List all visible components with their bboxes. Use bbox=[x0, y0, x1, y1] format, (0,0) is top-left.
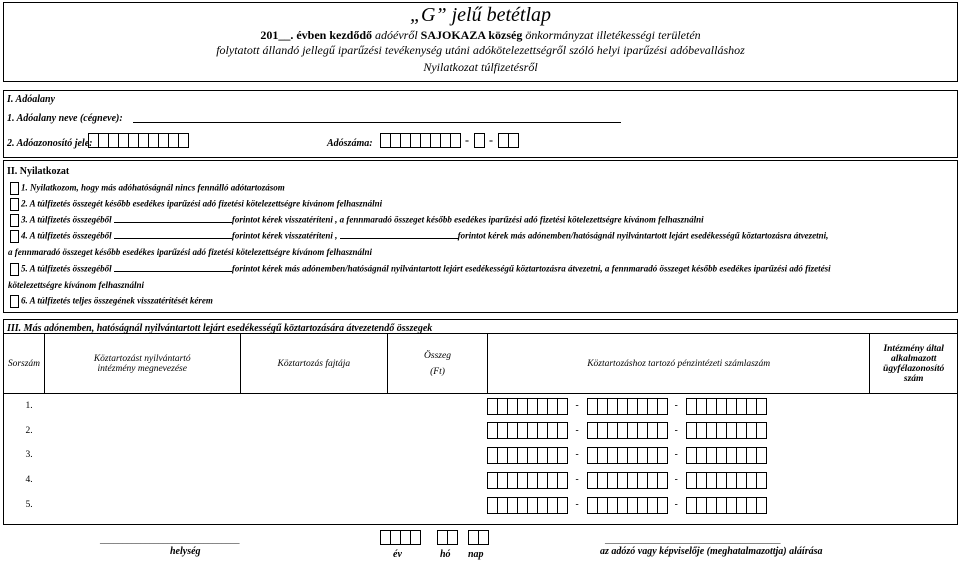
col-client-id: Intézmény által alkalmazott ügyfélazonosító szám bbox=[870, 334, 958, 394]
table-row bbox=[4, 418, 958, 443]
declaration-item-4-cont bbox=[8, 247, 372, 257]
item-5-text-c: kötelezettségre kívánom felhasználni bbox=[8, 280, 144, 290]
checkbox[interactable] bbox=[10, 263, 19, 276]
row-number: 5. bbox=[25, 500, 33, 511]
month-boxes[interactable] bbox=[437, 530, 457, 545]
year-label: év bbox=[393, 549, 402, 560]
month-label: hó bbox=[440, 549, 451, 560]
item-1-text: 1. Nyilatkozom, hogy más adóhatóságnál nincs fennálló adótartozásom bbox=[21, 182, 285, 193]
client-id-cell[interactable] bbox=[870, 418, 958, 443]
table-row bbox=[4, 468, 958, 493]
item-4-text-c: forintot kérek más adónemben/hatóságnál nyilvántartott lejárt esedékességű köztartozásra átvezetni, bbox=[457, 230, 829, 241]
header-place: SAJOKAZA község bbox=[420, 28, 523, 42]
item-6-text: 6. A túlfizetés teljes összegének visszatérítését kérem bbox=[21, 295, 213, 306]
table-row bbox=[4, 493, 958, 518]
item-3-text-a: 3. A túlfizetés összegéből bbox=[21, 214, 112, 225]
row-number: 2. bbox=[25, 425, 33, 436]
checkbox[interactable] bbox=[10, 182, 19, 195]
amount-field[interactable] bbox=[340, 238, 458, 239]
amount-field[interactable] bbox=[114, 238, 232, 239]
table-row bbox=[4, 443, 958, 468]
col-amount: Összeg (Ft) bbox=[388, 334, 488, 394]
item-4-text-b: forintot kérek visszatéríteni , bbox=[231, 230, 338, 241]
amount-field[interactable] bbox=[114, 271, 232, 272]
amount-field[interactable] bbox=[114, 222, 232, 223]
place-label: helység bbox=[170, 546, 201, 557]
section-3-heading: III. Más adónemben, hatóságnál nyilvántartott lejárt esedékességű köztartozására átvezetendő összegek bbox=[7, 323, 433, 334]
declaration-item-1[interactable] bbox=[10, 182, 285, 195]
debt-table bbox=[3, 333, 958, 517]
bank-account-boxes[interactable]: - - bbox=[487, 468, 869, 493]
place-line[interactable]: _______________________________ bbox=[100, 535, 240, 545]
section-2-heading: II. Nyilatkozat bbox=[7, 166, 70, 177]
bank-account-boxes[interactable]: - - bbox=[487, 394, 869, 419]
item-2-text: 2. A túlfizetés összegét később esedékes iparűzési adó fizetési kötelezettségre kívánom felhasználni bbox=[21, 198, 383, 209]
item-5-text-a: 5. A túlfizetés összegéből bbox=[21, 263, 112, 274]
bank-account-boxes[interactable]: - - bbox=[487, 418, 869, 443]
bank-account-boxes[interactable]: - - bbox=[487, 443, 869, 468]
tax-number-label: Adószáma: bbox=[327, 138, 373, 149]
day-boxes[interactable] bbox=[468, 530, 488, 545]
col-debt-type: Köztartozás fajtája bbox=[240, 334, 387, 394]
item-4-text-a: 4. A túlfizetés összegéből bbox=[21, 230, 112, 241]
declaration-item-6[interactable] bbox=[10, 295, 213, 308]
header-line1-b: önkormányzat illetékességi területén bbox=[525, 28, 701, 42]
header-year: 201__. évben kezdődő bbox=[260, 28, 373, 42]
declaration-item-3[interactable] bbox=[10, 214, 704, 227]
item-4-text-d: a fennmaradó összeget később esedékes iparűzési adó fizetési kötelezettségre kívánom felhasználni bbox=[8, 247, 372, 257]
col-sorszam: Sorszám bbox=[4, 334, 45, 394]
table-header-row bbox=[4, 334, 958, 394]
item-5-text-b: forintot kérek más adónemben/hatóságnál nyilvántartott lejárt esedékességű köztartozásra átvezetni, a fennmaradó összeget később esedékes iparűzési adó fizetési bbox=[231, 263, 831, 274]
name-field[interactable] bbox=[133, 122, 621, 123]
row-number: 4. bbox=[25, 475, 33, 486]
header-line-3: Nyilatkozat túlfizetésről bbox=[423, 60, 538, 74]
declaration-item-5-cont bbox=[8, 280, 144, 290]
section-1-heading: I. Adóalany bbox=[7, 94, 55, 105]
signature-line[interactable]: _______________________________________ bbox=[605, 535, 781, 545]
checkbox[interactable] bbox=[10, 198, 19, 211]
checkbox[interactable] bbox=[10, 214, 19, 227]
client-id-cell[interactable] bbox=[870, 394, 958, 419]
tax-id-boxes[interactable] bbox=[88, 133, 188, 148]
col-bank-account: Köztartozáshoz tartozó pénzintézeti számlaszám bbox=[487, 334, 869, 394]
declaration-item-5[interactable] bbox=[10, 263, 831, 276]
header-line1-a: adóévről bbox=[375, 28, 418, 42]
client-id-cell[interactable] bbox=[870, 443, 958, 468]
client-id-cell[interactable] bbox=[870, 493, 958, 518]
declaration-item-2[interactable] bbox=[10, 198, 382, 211]
year-boxes[interactable] bbox=[380, 530, 420, 545]
page-title: „G” jelű betétlap bbox=[409, 4, 552, 26]
day-label: nap bbox=[468, 549, 484, 560]
item-3-text-b: forintot kérek visszatéríteni , a fennmaradó összeget később esedékes iparűzési adó fizetési kötelezettségre kívánom felhasználni bbox=[231, 214, 704, 225]
table-row bbox=[4, 394, 958, 419]
header-line-2: folytatott állandó jellegű iparűzési tevékenység utáni adókötelezettségről szóló helyi iparűzési adóbevalláshoz bbox=[216, 43, 745, 57]
row-number: 1. bbox=[25, 401, 33, 412]
signature-label: az adózó vagy képviselője (meghatalmazottja) aláírása bbox=[600, 546, 823, 557]
name-label: 1. Adóalany neve (cégneve): bbox=[7, 113, 123, 124]
tax-id-label: 2. Adóazonosító jele: bbox=[7, 138, 93, 149]
client-id-cell[interactable] bbox=[870, 468, 958, 493]
col-institution: Köztartozást nyilvántartó intézmény megnevezése bbox=[44, 334, 240, 394]
row-number: 3. bbox=[25, 450, 33, 461]
checkbox[interactable] bbox=[10, 295, 19, 308]
tax-number-boxes[interactable]: - - bbox=[380, 133, 518, 148]
checkbox[interactable] bbox=[10, 230, 19, 243]
header-line-1 bbox=[3, 28, 958, 43]
declaration-item-4[interactable] bbox=[10, 230, 828, 243]
bank-account-boxes[interactable]: - - bbox=[487, 493, 869, 518]
